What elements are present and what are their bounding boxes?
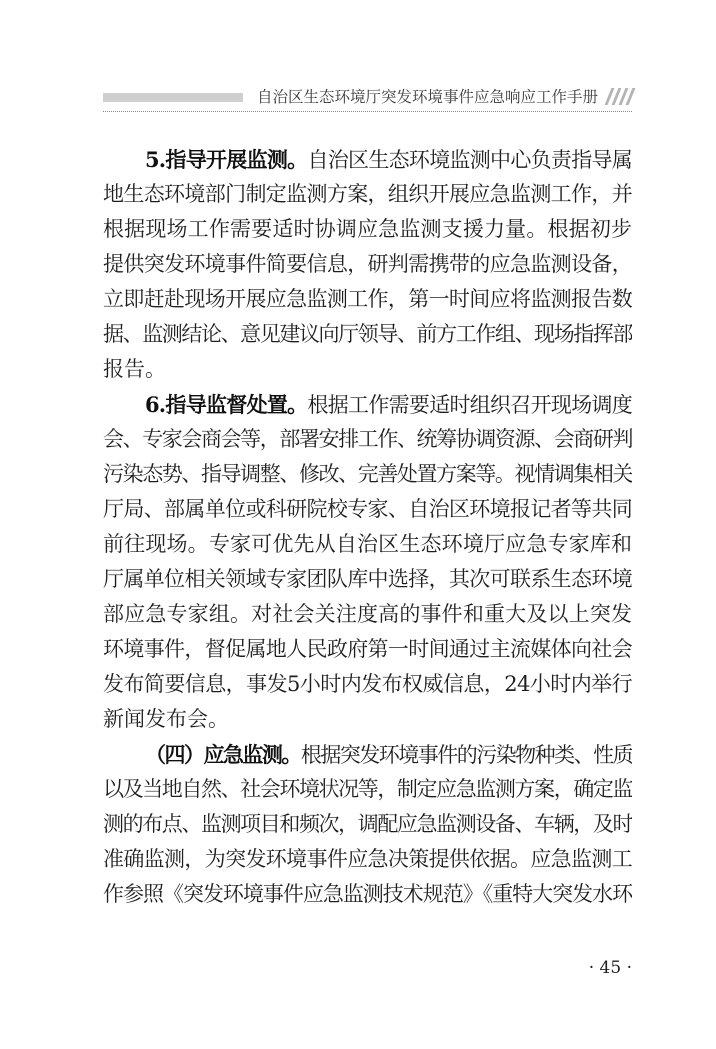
body-text <box>103 142 632 912</box>
running-header-title: 自治区生态环境厅突发环境事件应急响应工作手册 <box>256 88 598 106</box>
paragraph-guide-supervision <box>103 387 632 737</box>
paragraph-emergency-monitoring <box>103 737 632 912</box>
paragraph-guide-monitoring <box>103 142 632 387</box>
text-line: 测的布点、监测项目和频次，调配应急监测设备、车辆，及时 <box>103 812 632 836</box>
paragraph-heading: 5.指导开展监测。 <box>145 147 308 172</box>
page-number: · 45 · <box>588 958 632 978</box>
text-line: 以及当地自然、社会环境状况等，制定应急监测方案，确定监 <box>103 777 632 801</box>
text-line: 准确监测，为突发环境事件应急决策提供依据。应急监测工 <box>103 847 632 871</box>
section-heading: （四）应急监测。 <box>145 742 301 767</box>
paragraph-heading: 6.指导监督处置。 <box>145 392 308 417</box>
header-decorative-bar <box>103 93 243 102</box>
text-line: 污染态势、指导调整、修改、完善处置方案等。视情调集相关 <box>103 462 632 486</box>
text-line: 根据现场工作需要适时协调应急监测支援力量。根据初步 <box>103 217 632 241</box>
header-dotted-rule <box>103 111 632 112</box>
text-line <box>103 142 632 177</box>
text-line: 据、监测结论、意见建议向厅领导、前方工作组、现场指挥部 <box>103 322 632 346</box>
text-line: 发布简要信息，事发5小时内发布权威信息，24小时内举行 <box>103 672 632 696</box>
header-slashes-ornament <box>606 88 634 106</box>
text-line <box>103 387 632 422</box>
text-run: 自治区生态环境监测中心负责指导属 <box>307 148 632 172</box>
text-line: 新闻发布会。 <box>103 707 229 731</box>
text-line: 环境事件，督促属地人民政府第一时间通过主流媒体向社会 <box>103 637 632 661</box>
text-line: 前往现场。专家可优先从自治区生态环境厅应急专家库和 <box>103 532 632 556</box>
text-line: 部应急专家组。对社会关注度高的事件和重大及以上突发 <box>103 602 632 626</box>
text-line: 立即赶赴现场开展应急监测工作，第一时间应将监测报告数 <box>103 287 632 311</box>
text-line: 报告。 <box>103 357 166 381</box>
text-line: 厅局、部属单位或科研院校专家、自治区环境报记者等共同 <box>103 497 632 521</box>
text-run: 根据突发环境事件的污染物种类、性质 <box>300 743 632 767</box>
text-line: 地生态环境部门制定监测方案，组织开展应急监测工作，并 <box>103 182 632 206</box>
text-line: 提供突发环境事件简要信息，研判需携带的应急监测设备， <box>103 252 632 276</box>
text-run: 根据工作需要适时组织召开现场调度 <box>307 393 632 417</box>
text-line: 作参照《突发环境事件应急监测技术规范》《重特大突发水环 <box>103 882 632 906</box>
text-line <box>103 737 632 772</box>
text-line: 厅属单位相关领域专家团队库中选择，其次可联系生态环境 <box>103 567 632 591</box>
text-line: 会、专家会商会等，部署安排工作、统筹协调资源、会商研判 <box>103 427 632 451</box>
